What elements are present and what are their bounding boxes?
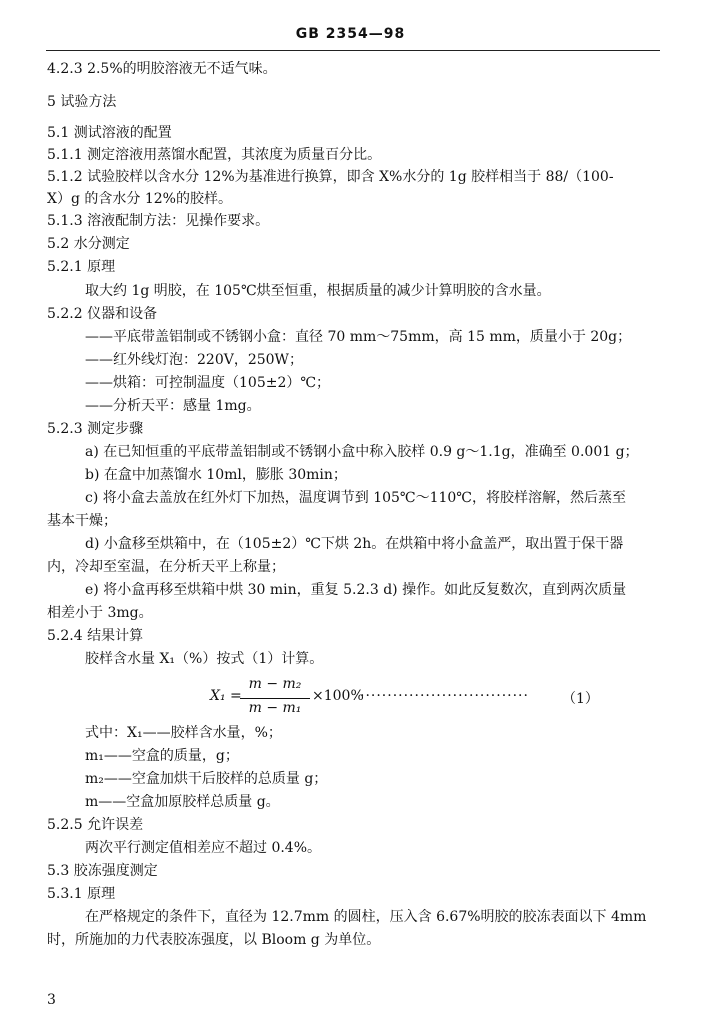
text-line: ——烘箱：可控制温度（105±2）℃； xyxy=(85,375,331,391)
text-line: a) 在已知恒重的平底带盖铝制或不锈钢小盒中称入胶样 0.9 g～1.1g，准确至 0.001 g； xyxy=(85,444,639,460)
text-line: m₁——空盒的质量，g； xyxy=(85,748,239,764)
equation-number: （1） xyxy=(562,691,599,707)
text-line: 5.2 水分测定 xyxy=(47,236,130,252)
text-line: 5.3.1 原理 xyxy=(47,886,116,902)
text-line: 5.1.2 试验胶样以含水分 12%为基准进行换算，即含 X%水分的 1g 胶样相当于 88/（100- xyxy=(47,169,614,185)
document-header: GB 2354—98 xyxy=(295,26,406,42)
text-line: 5.1.3 溶液配制方法：见操作要求。 xyxy=(47,213,270,229)
text-line: 5.3 胶冻强度测定 xyxy=(47,863,158,879)
text-line: 5.2.3 测定步骤 xyxy=(47,421,144,437)
text-line: m₂——空盒加烘干后胶样的总质量 g； xyxy=(85,771,328,787)
text-line: 基本干燥； xyxy=(47,513,117,529)
text-line: 时，所施加的力代表胶冻强度，以 Bloom g 为单位。 xyxy=(47,932,381,948)
formula-denominator: m − m₁ xyxy=(248,700,302,716)
text-line: 内，冷却至室温，在分析天平上称量； xyxy=(47,559,285,575)
text-line: 胶样含水量 X₁（%）按式（1）计算。 xyxy=(85,651,324,667)
text-line: e) 将小盒再移至烘箱中烘 30 min，重复 5.2.3 d) 操作。如此反复数次，直到两次质量 xyxy=(85,582,627,598)
text-line: ——分析天平：感量 1mg。 xyxy=(85,398,261,414)
header-rule xyxy=(46,50,660,51)
text-line: 5.2.1 原理 xyxy=(47,259,116,275)
text-line: 5.2.5 允许误差 xyxy=(47,817,144,833)
text-line: 5.1 测试溶液的配置 xyxy=(47,125,172,141)
formula-lhs: X₁ = xyxy=(210,688,242,704)
text-line: 5 试验方法 xyxy=(47,94,117,110)
text-line: 5.2.4 结果计算 xyxy=(47,628,144,644)
text-line: 在严格规定的条件下，直径为 12.7mm 的圆柱，压入含 6.67%明胶的胶冻表面以下 4mm xyxy=(85,909,647,925)
fraction-bar xyxy=(240,698,310,699)
text-line: X）g 的含水分 12%的胶样。 xyxy=(47,191,232,207)
text-line: 取大约 1g 明胶，在 105℃烘至恒重，根据质量的减少计算明胶的含水量。 xyxy=(85,283,551,299)
formula-leader-dots: ······························· xyxy=(360,688,529,704)
text-line: m——空盒加原胶样总质量 g。 xyxy=(85,794,280,810)
text-line: 5.2.2 仪器和设备 xyxy=(47,306,158,322)
formula-numerator: m − m₂ xyxy=(248,676,302,692)
text-line: 4.2.3 2.5%的明胶溶液无不适气味。 xyxy=(47,61,277,77)
formula-1 xyxy=(210,676,610,720)
text-line: 5.1.1 测定溶液用蒸馏水配置，其浓度为质量百分比。 xyxy=(47,147,382,163)
page-number: 3 xyxy=(47,992,56,1008)
text-line: 两次平行测定值相差应不超过 0.4%。 xyxy=(85,840,322,856)
text-line: 相差小于 3mg。 xyxy=(47,605,153,621)
text-line: b) 在盒中加蒸馏水 10ml，膨胀 30min； xyxy=(85,467,347,483)
text-line: ——平底带盖铝制或不锈钢小盒：直径 70 mm～75mm，高 15 mm，质量小于 20g； xyxy=(85,329,632,345)
text-line: 式中：X₁——胶样含水量，%； xyxy=(85,725,282,741)
formula-rhs: ×100% xyxy=(312,688,364,704)
text-line: ——红外线灯泡：220V，250W； xyxy=(85,352,303,368)
text-line: c) 将小盒去盖放在红外灯下加热，温度调节到 105℃～110℃，将胶样溶解，然后蒸至 xyxy=(85,490,626,506)
text-line: d) 小盒移至烘箱中，在（105±2）℃下烘 2h。在烘箱中将小盒盖严，取出置于保干器 xyxy=(85,536,624,552)
